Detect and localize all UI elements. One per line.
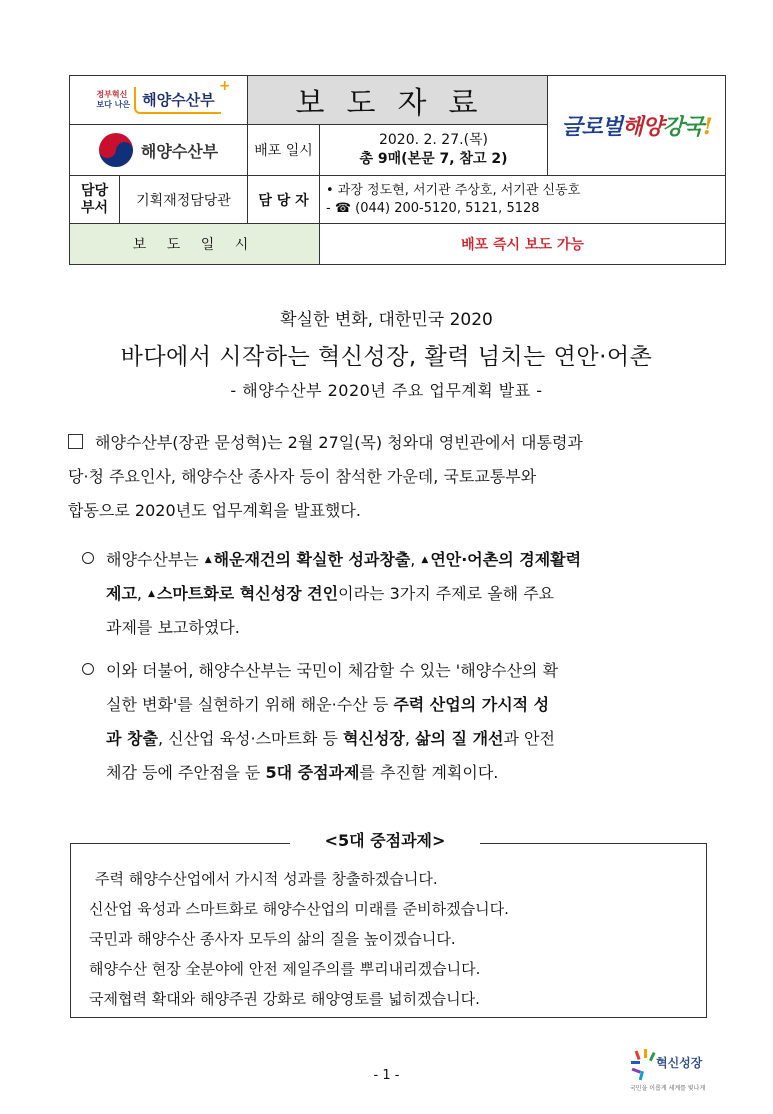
list-item: 국제협력 확대와 해양주권 강화로 해양영토를 넓히겠습니다. (89, 990, 480, 1008)
kicker-title: 확실한 변화, 대한민국 2020 (280, 310, 493, 330)
list-item: 신산업 육성과 스마트화로 해양수산업의 미래를 준비하겠습니다. (89, 900, 509, 918)
p3-text-i: 과 안전 (503, 729, 555, 748)
circle-bullet-icon (82, 552, 94, 564)
contact-names: • 과장 정도현, 서기관 주상호, 서기관 신동호 (326, 182, 581, 198)
triangle-icon: ▲ (204, 555, 212, 565)
p3-text-a: 이와 더불어, 해양수산부는 국민이 체감할 수 있는 '해양수산의 확 (106, 661, 559, 680)
innovation-logo-text: 혁신성장 (656, 1056, 703, 1070)
ministry-name: 해양수산부 (140, 141, 219, 161)
release-time-value: 배포 즉시 보도 가능 (320, 224, 726, 265)
ministry-logo-cell (70, 76, 248, 176)
press-release-title: 보도자료 (248, 76, 548, 125)
gov-tagline-1: 정부혁신 (96, 90, 128, 99)
p1-line3: 합동으로 2020년도 업무계획을 발표했다. (68, 501, 361, 520)
release-date-label: 배포 일시 (248, 125, 320, 176)
dept-label-line1: 담당 (80, 182, 109, 199)
release-date: 2020. 2. 27.(목) (378, 132, 489, 149)
list-item: 해양수산 현장 全분야에 안전 제일주의를 뿌리내리겠습니다. (89, 960, 481, 978)
key-tasks-list (89, 864, 509, 1014)
page-count: 총 9매(본문 7, 참고 2) (359, 151, 508, 168)
p3-bold-k: 5대 중점과제 (265, 763, 360, 782)
paragraph-3 (82, 654, 718, 790)
p3-bold-f: 혁신성장 (343, 729, 405, 748)
plus-icon: + (218, 77, 231, 94)
triangle-icon: ▲ (421, 555, 429, 565)
p2-text-c: , (410, 550, 416, 569)
dept-label-line2: 부서 (80, 199, 109, 216)
contact-info (320, 176, 726, 224)
square-bullet-icon (68, 434, 83, 449)
p2-text-f: , (136, 584, 143, 603)
p3-bold-c: 주력 산업의 가시적 성 (393, 695, 550, 714)
slogan-part-4: ! (703, 114, 712, 140)
contact-label: 담 당 자 (248, 176, 320, 224)
innovation-logo-subtext: 국민을 이롭게 세계를 빛나게 (630, 1085, 706, 1092)
p2-text-h: 이라는 3가지 주제로 올해 주요 (338, 584, 555, 603)
p3-text-b: 실한 변화'를 실현하기 위해 해운·수산 등 (106, 695, 389, 714)
p3-text-e: , 신산업 육성·스마트화 등 (157, 729, 338, 748)
p2-bold-e: 제고 (106, 584, 137, 603)
slogan-logo (548, 76, 726, 176)
list-item: 국민과 해양수산 종사자 모두의 삶의 질을 높이겠습니다. (89, 930, 456, 948)
ministry-emblem (70, 124, 247, 175)
slogan-part-2: 해양 (622, 114, 663, 140)
p2-text-i: 과제를 보고하였다. (106, 618, 240, 637)
circle-bullet-icon (82, 663, 94, 675)
p1-line2: 당·청 주요인사, 해양수산 종사자 등이 참석한 가운데, 국토교통부와 (68, 467, 537, 486)
p2-bold-d: 연안·어촌의 경제활력 (430, 550, 582, 569)
p2-bold-b: 해운재건의 확실한 성과창출 (213, 550, 411, 569)
gov-tagline-2: 보다 나은 (96, 100, 131, 109)
key-tasks-title: <5대 중점과제> (290, 826, 480, 856)
p2-bold-g: 스마트화로 혁신성장 견인 (156, 584, 339, 603)
p1-line1: 해양수산부(장관 문성혁)는 2월 27일(목) 청와대 영빈관에서 대통령과 (95, 433, 583, 452)
release-time-label: 보 도 일 시 (70, 224, 320, 265)
release-date-value (320, 125, 548, 176)
page-number: - 1 - (373, 1068, 400, 1083)
paragraph-2 (82, 543, 718, 645)
p3-bold-h: 삶의 질 개선 (415, 729, 504, 748)
triangle-icon: ▲ (148, 589, 155, 599)
sparkle-icon (631, 1049, 656, 1080)
slogan-part-1: 글로벌 (561, 114, 623, 140)
p3-text-l: 를 추진할 계획이다. (359, 763, 499, 782)
p3-text-g: , (404, 729, 410, 748)
slogan-part-3: 강국 (662, 114, 704, 140)
gov-innovation-logo (70, 76, 247, 124)
key-tasks-box (70, 843, 707, 1018)
p3-text-j: 체감 등에 주안점을 둔 (106, 763, 261, 782)
dept-value: 기획재정담당관 (120, 176, 248, 224)
paragraph-1 (68, 426, 718, 528)
header-table (69, 75, 726, 265)
dept-label (70, 176, 120, 224)
contact-phone: - ☎ (044) 200-5120, 5121, 5128 (326, 200, 540, 216)
taegeuk-emblem-icon (99, 133, 133, 167)
subtitle: - 해양수산부 2020년 주요 업무계획 발표 - (230, 381, 543, 400)
headline: 바다에서 시작하는 혁신성장, 활력 넘치는 연안·어촌 (120, 344, 653, 370)
gov-brand-text: 해양수산부 (142, 90, 215, 109)
p2-text-a: 해양수산부는 (106, 550, 199, 569)
p3-bold-d: 과 창출 (106, 729, 158, 748)
list-item: 주력 해양수산업에서 가시적 성과를 창출하겠습니다. (95, 870, 438, 888)
